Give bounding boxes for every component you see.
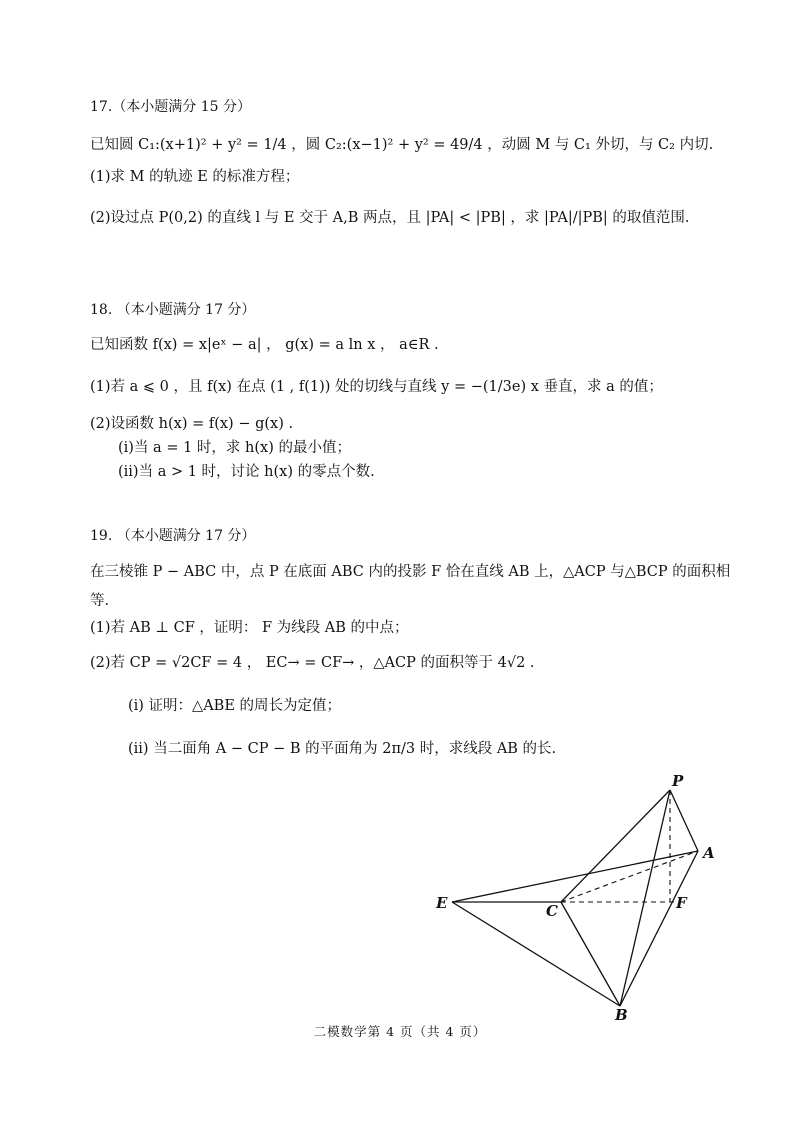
problem-18-header: 18. （本小题满分 17 分） [90,302,256,318]
label-P: P [672,772,684,790]
problem-18-part-2-ii: (ii)当 a > 1 时，讨论 h(x) 的零点个数. [118,464,375,480]
problem-18-part-2: (2)设函数 h(x) = f(x) − g(x) . [90,416,294,432]
problem-18-part-1: (1)若 a ⩽ 0 ，且 f(x) 在点 (1 , f(1)) 处的切线与直线 y = −(1/3e) x 垂直，求 a 的值； [90,379,663,395]
label-A: A [703,844,715,862]
label-C: C [546,902,558,920]
pyramid-figure [420,770,740,1020]
label-E: E [436,894,448,912]
problem-19-part-2: (2)若 CP = √2CF = 4 ， EC→ = CF→ ，△ACP 的面积等于 4√2 . [90,655,535,671]
label-B: B [615,1006,628,1020]
edge-EB [452,902,620,1006]
label-F: F [676,894,687,912]
edge-CB [561,902,620,1006]
page-footer: 二模数学第 4 页（共 4 页） [313,1024,487,1039]
edge-EA [452,851,698,902]
problem-19-part-2-ii: (ii) 当二面角 A − CP − B 的平面角为 2π/3 时，求线段 AB 的长. [128,741,557,757]
edge-PA [670,790,698,851]
edge-AB [620,851,698,1006]
problem-17-part-2: (2)设过点 P(0,2) 的直线 l 与 E 交于 A,B 两点，且 |PA| < |PB| ，求 |PA|/|PB| 的取值范围. [90,210,690,226]
problem-19-statement: 在三棱锥 P − ABC 中，点 P 在底面 ABC 内的投影 F 恰在直线 AB 上，△ACP 与△BCP 的面积相 [90,564,731,580]
problem-18-part-2-i: (i)当 a = 1 时，求 h(x) 的最小值； [118,440,351,456]
problem-19-header: 19. （本小题满分 17 分） [90,528,256,544]
edge-PC [561,790,670,902]
problem-17-statement: 已知圆 C₁:(x+1)² + y² = 1/4 ，圆 C₂:(x−1)² + y² = 49/4 ，动圆 M 与 C₁ 外切，与 C₂ 内切. [90,137,714,153]
problem-17-part-1: (1)求 M 的轨迹 E 的标准方程； [90,169,300,185]
problem-19-statement-cont: 等. [90,593,110,609]
problem-17-header: 17.（本小题满分 15 分） [90,99,251,115]
problem-19-part-1: (1)若 AB ⊥ CF ，证明： F 为线段 AB 的中点； [90,620,409,636]
problem-18-statement: 已知函数 f(x) = x|eˣ − a| ， g(x) = a ln x ， a∈R . [90,337,439,353]
problem-19-part-2-i: (i) 证明：△ABE 的周长为定值； [128,698,342,714]
edge-PB [620,790,670,1006]
